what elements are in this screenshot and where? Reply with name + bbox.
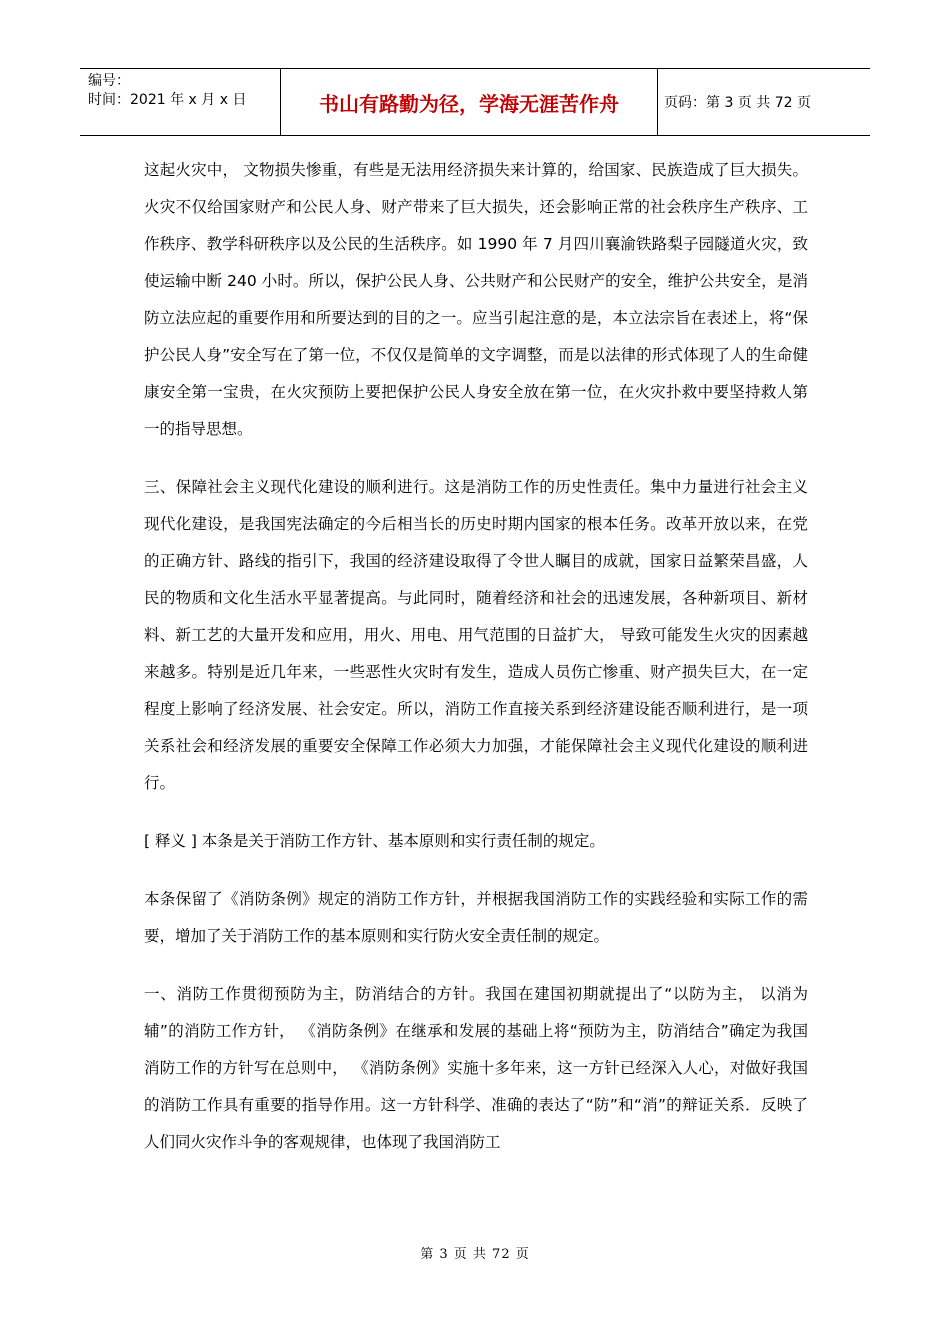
- document-number-label: 编号：: [88, 73, 130, 89]
- document-date: 时间：2021 年 x 月 x 日: [88, 92, 247, 108]
- page-footer: 第 3 页 共 72 页: [420, 1247, 530, 1262]
- paragraph: 本条保留了《消防条例》规定的消防工作方针，并根据我国消防工作的实践经验和实际工作的需要，增加了关于消防工作的基本原则和实行防火安全责任制的规定。: [144, 890, 808, 945]
- paragraph: 一、消防工作贯彻预防为主，防消结合的方针。我国在建国初期就提出了“以防为主， 以消为辅”的消防工作方针， 《消防条例》在继承和发展的基础上将“预防为主，防消结合”确定为我国消防工作的方针写在总则中， 《消防条例》实施十多年来，这一方针已经深入人心，对做好我国的消防工作具有重要的指导作用。这一方针科学、准确的表达了“防”和“消”的辩证关系．反映了人们同火灾作斗争的客观规律，也体现了我国消防工: [144, 985, 808, 1151]
- paragraph: [ 释义 ] 本条是关于消防工作方针、基本原则和实行责任制的规定。: [144, 832, 605, 850]
- document-body: [144, 152, 808, 1182]
- header-meta: [80, 69, 280, 135]
- page-header: [80, 68, 870, 136]
- paragraph: 三、保障社会主义现代化建设的顺利进行。这是消防工作的历史性责任。集中力量进行社会主义现代化建设，是我国宪法确定的今后相当长的历史时期内国家的根本任务。改革开放以来，在党的正确方针、路线的指引下，我国的经济建设取得了令世人瞩目的成就，国家日益繁荣昌盛，人民的物质和文化生活水平显著提高。与此同时，随着经济和社会的迅速发展，各种新项目、新材料、新工艺的大量开发和应用，用火、用电、用气范围的日益扩大， 导致可能发生火灾的因素越来越多。特别是近几年来，一些恶性火灾时有发生，造成人员伤亡惨重、财产损失巨大，在一定程度上影响了经济发展、社会安定。所以，消防工作直接关系到经济建设能否顺利进行，是一项关系社会和经济发展的重要安全保障工作必须大力加强，才能保障社会主义现代化建设的顺利进行。: [144, 478, 808, 792]
- header-page-info: 页码：第 3 页 共 72 页: [664, 95, 811, 111]
- paragraph: 这起火灾中， 文物损失惨重，有些是无法用经济损失来计算的，给国家、民族造成了巨大损失。火灾不仅给国家财产和公民人身、财产带来了巨大损失，还会影响正常的社会秩序生产秩序、工作秩序、教学科研秩序以及公民的生活秩序。如 1990 年 7 月四川襄渝铁路梨子园隧道火灾，致使运输中断 240 小时。所以，保护公民人身、公共财产和公民财产的安全，维护公共安全，是消防立法应起的重要作用和所要达到的目的之一。应当引起注意的是，本立法宗旨在表述上，将“保护公民人身”安全写在了第一位，不仅仅是简单的文字调整，而是以法律的形式体现了人的生命健康安全第一宝贵，在火灾预防上要把保护公民人身安全放在第一位，在火灾扑救中要坚持救人第一的指导思想。: [144, 161, 808, 438]
- header-motto: 书山有路勤为径，学海无涯苦作舟: [280, 69, 658, 135]
